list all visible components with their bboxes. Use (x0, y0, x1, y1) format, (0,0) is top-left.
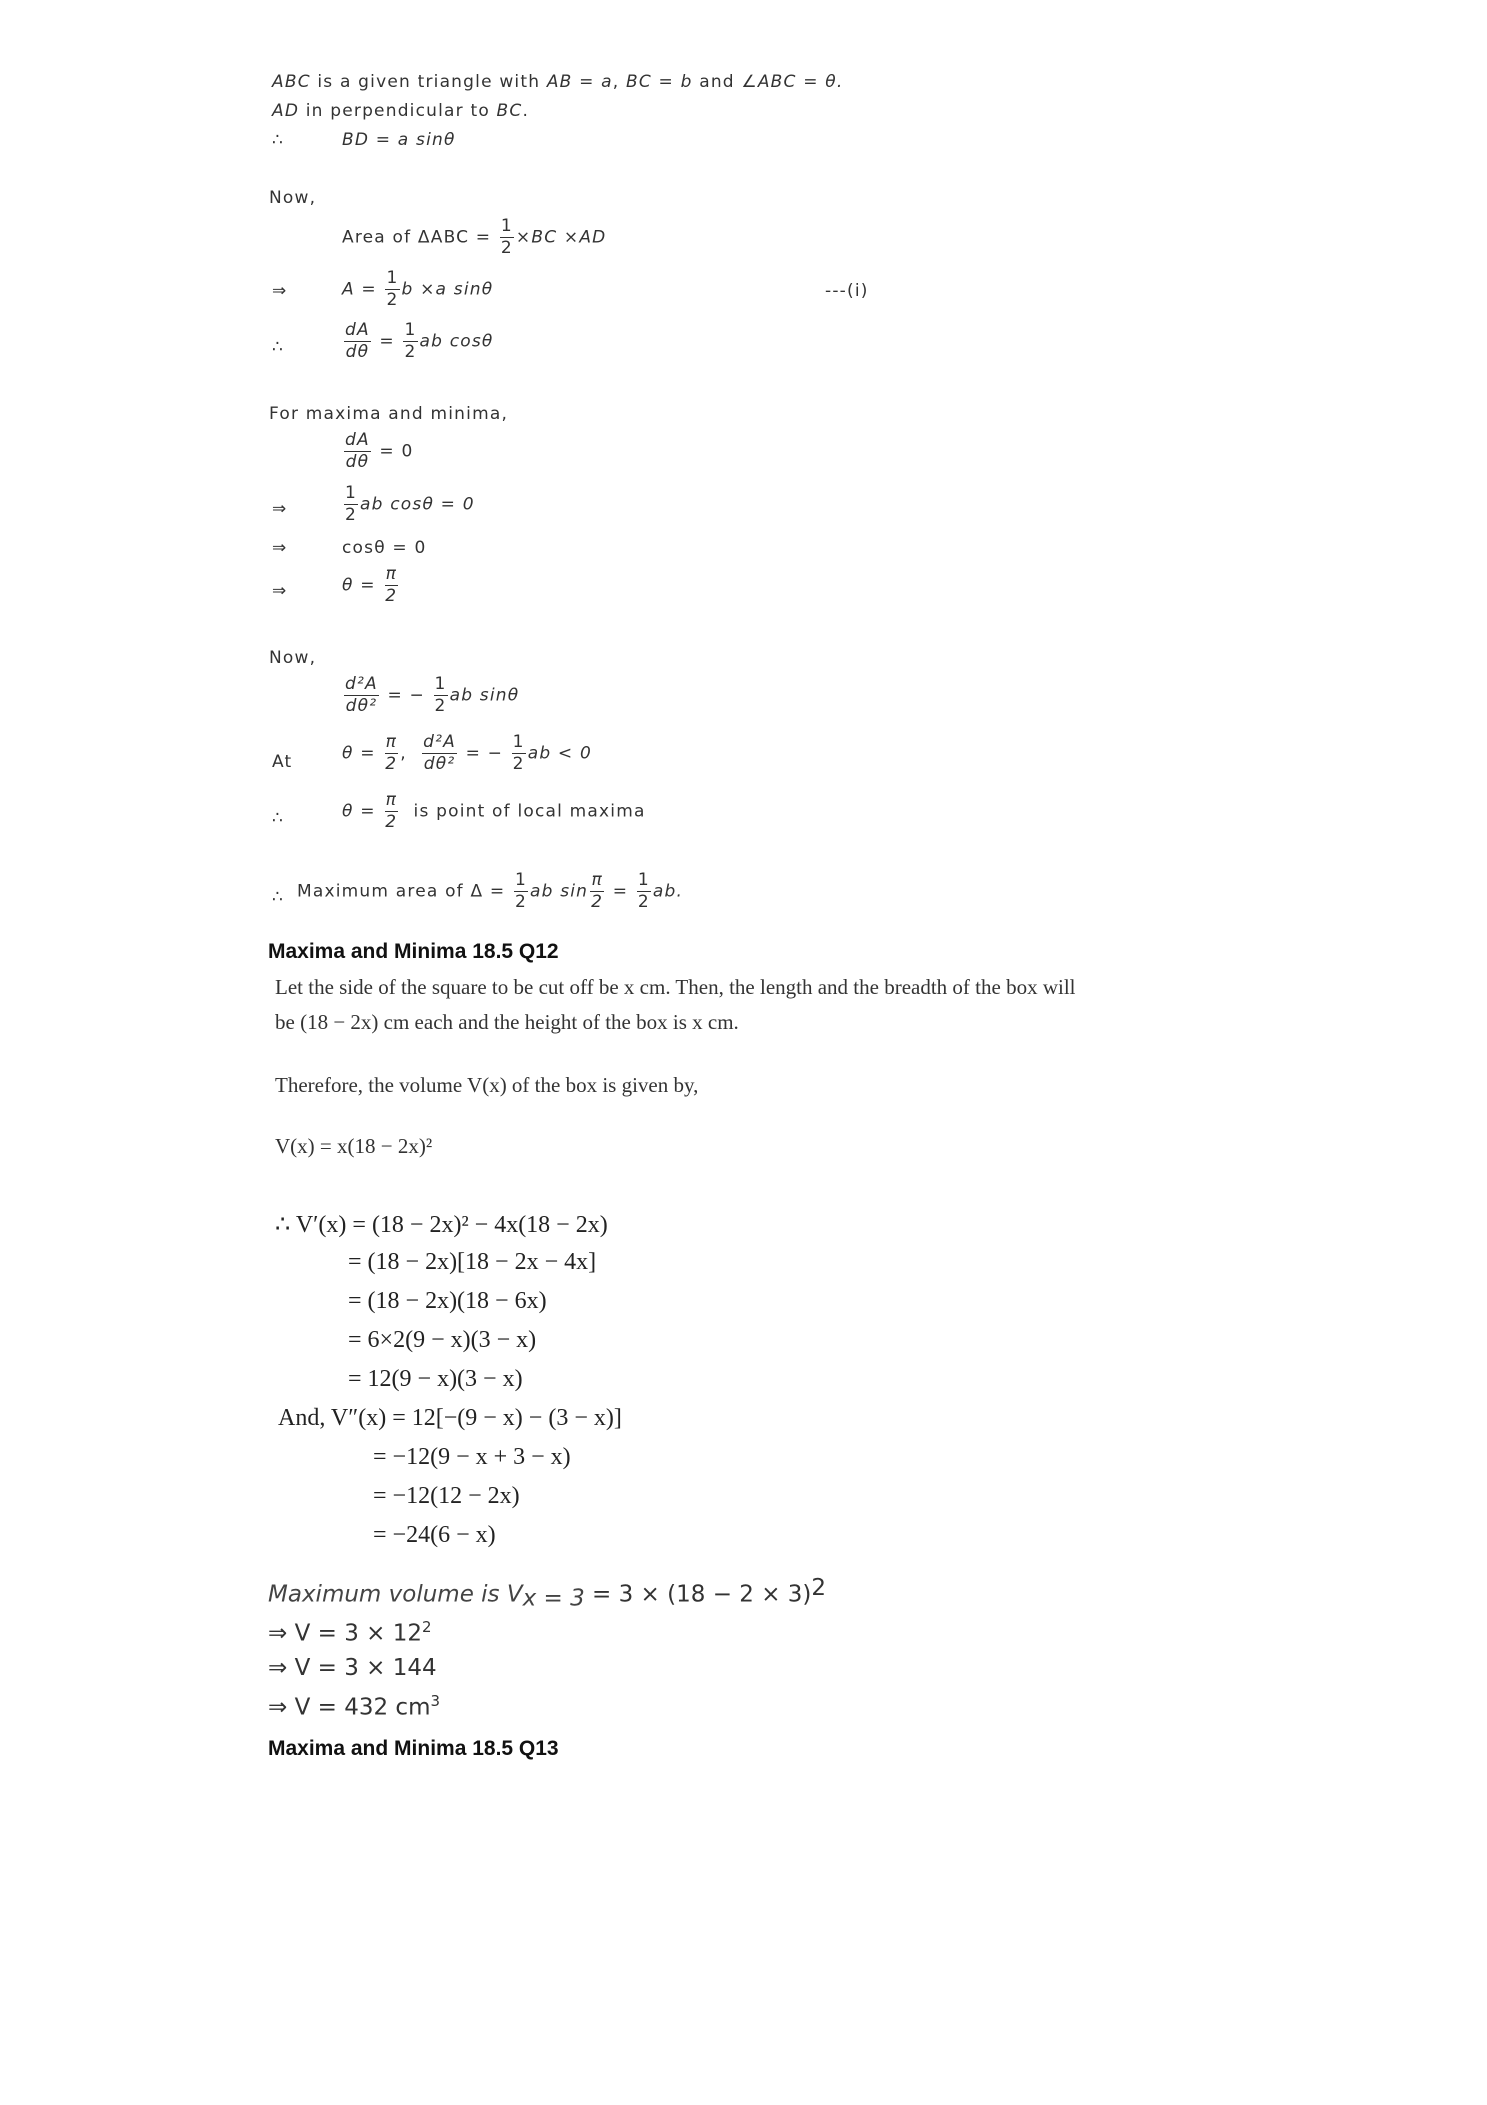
q12-result-line-1: ⇒ $V = 3 \times 12^2$ (268, 1618, 432, 1647)
area-equation-a: A = $\frac{1}{2}$ b ×a sinθ (342, 268, 494, 310)
now-label-1: Now, (269, 188, 317, 208)
implies-symbol-1: ⇒ (272, 281, 287, 301)
implies-symbol-4: ⇒ (272, 581, 287, 601)
q12-maximum-volume: Maximum volume is $V_{x = 3} = 3 \times (18 - 2 \times 3)^2$ (268, 1575, 827, 1612)
local-maxima-statement: θ = $\frac{\pi}{2}$ is point of local maxima (342, 790, 646, 832)
therefore-symbol: ∴ (272, 130, 283, 150)
area-formula: Area of ΔABC = $\frac{1}{2}$ ×BC ×AD (342, 216, 607, 258)
q12-paragraph-line-1: Let the side of the square to be cut off be x cm. Then, the length and the breadth of the box will (275, 975, 1076, 999)
bd-equation: BD = a sinθ (342, 130, 456, 150)
therefore-symbol-2: ∴ (272, 337, 283, 357)
second-derivative-at-pi-over-2: θ = $\frac{\pi}{2}$ , $\frac{\text{d²A}}{\text{dθ²}}$ = − $\frac{1}{2}$ ab < 0 (342, 732, 592, 774)
therefore-symbol-3: ∴ (272, 808, 283, 828)
q12-result-line-3: ⇒ V = 432 $cm^3$ (268, 1692, 440, 1721)
q12-derivative-line-5: = 12(9 − x)(3 − x) (348, 1366, 523, 1392)
derivative-zero: $\frac{dA}{d\theta}$ = 0 (345, 430, 414, 472)
cos-theta-zero: cosθ = 0 (342, 538, 427, 558)
q12-derivative-line-1: ∴ V′(x) = (18 − 2x)² − 4x(18 − 2x) (275, 1212, 608, 1238)
problem-statement-line-2: AD in perpendicular to BC. (272, 101, 530, 121)
implies-symbol-3: ⇒ (272, 538, 287, 558)
q12-derivative-line-2: = (18 − 2x)[18 − 2x − 4x] (348, 1249, 597, 1275)
maximum-area-statement: Maximum area of Δ = $\frac{1}{2}$ ab sin $\frac{\pi}{2}$ = $\frac{1}{2}$ ab. (297, 870, 684, 912)
q12-second-derivative-line-3: = −12(12 − 2x) (373, 1483, 520, 1509)
q13-heading: Maxima and Minima 18.5 Q13 (268, 1737, 559, 1760)
now-label-2: Now, (269, 648, 317, 668)
q12-result-line-2: ⇒ V = 3 × 144 (268, 1655, 437, 1681)
for-maxima-minima-label: For maxima and minima, (269, 404, 509, 424)
q12-volume-function: V(x) = x(18 − 2x)² (275, 1134, 433, 1158)
at-label: At (272, 752, 293, 772)
problem-statement-line-1: ABC is a given triangle with AB = a, BC = b and ∠ABC = θ. (272, 72, 844, 92)
equation-tag-i: ---(i) (825, 281, 869, 301)
q12-volume-intro: Therefore, the volume V(x) of the box is given by, (275, 1073, 699, 1097)
first-derivative: $\frac{dA}{d\theta}$ = $\frac{1}{2}$ ab cosθ (345, 320, 494, 362)
theta-pi-over-2: θ = $\frac{\pi}{2}$ (342, 564, 398, 606)
q12-second-derivative-line-4: = −24(6 − x) (373, 1522, 496, 1548)
q12-paragraph-line-2: be (18 − 2x) cm each and the height of the box is x cm. (275, 1010, 739, 1034)
second-derivative: $\frac{\text{d²A}}{\text{dθ²}}$ = − $\frac{1}{2}$ ab sinθ (345, 674, 520, 716)
q12-second-derivative-line-2: = −12(9 − x + 3 − x) (373, 1444, 571, 1470)
q12-derivative-line-4: = 6×2(9 − x)(3 − x) (348, 1327, 537, 1353)
half-ab-cos-zero: $\frac{1}{2}$ ab cosθ = 0 (345, 483, 475, 525)
q12-derivative-line-3: = (18 − 2x)(18 − 6x) (348, 1288, 547, 1314)
therefore-symbol-4: ∴ (272, 887, 283, 907)
q12-second-derivative-line-1: And, V″(x) = 12[−(9 − x) − (3 − x)] (278, 1405, 622, 1431)
implies-symbol-2: ⇒ (272, 499, 287, 519)
q12-heading: Maxima and Minima 18.5 Q12 (268, 940, 559, 963)
